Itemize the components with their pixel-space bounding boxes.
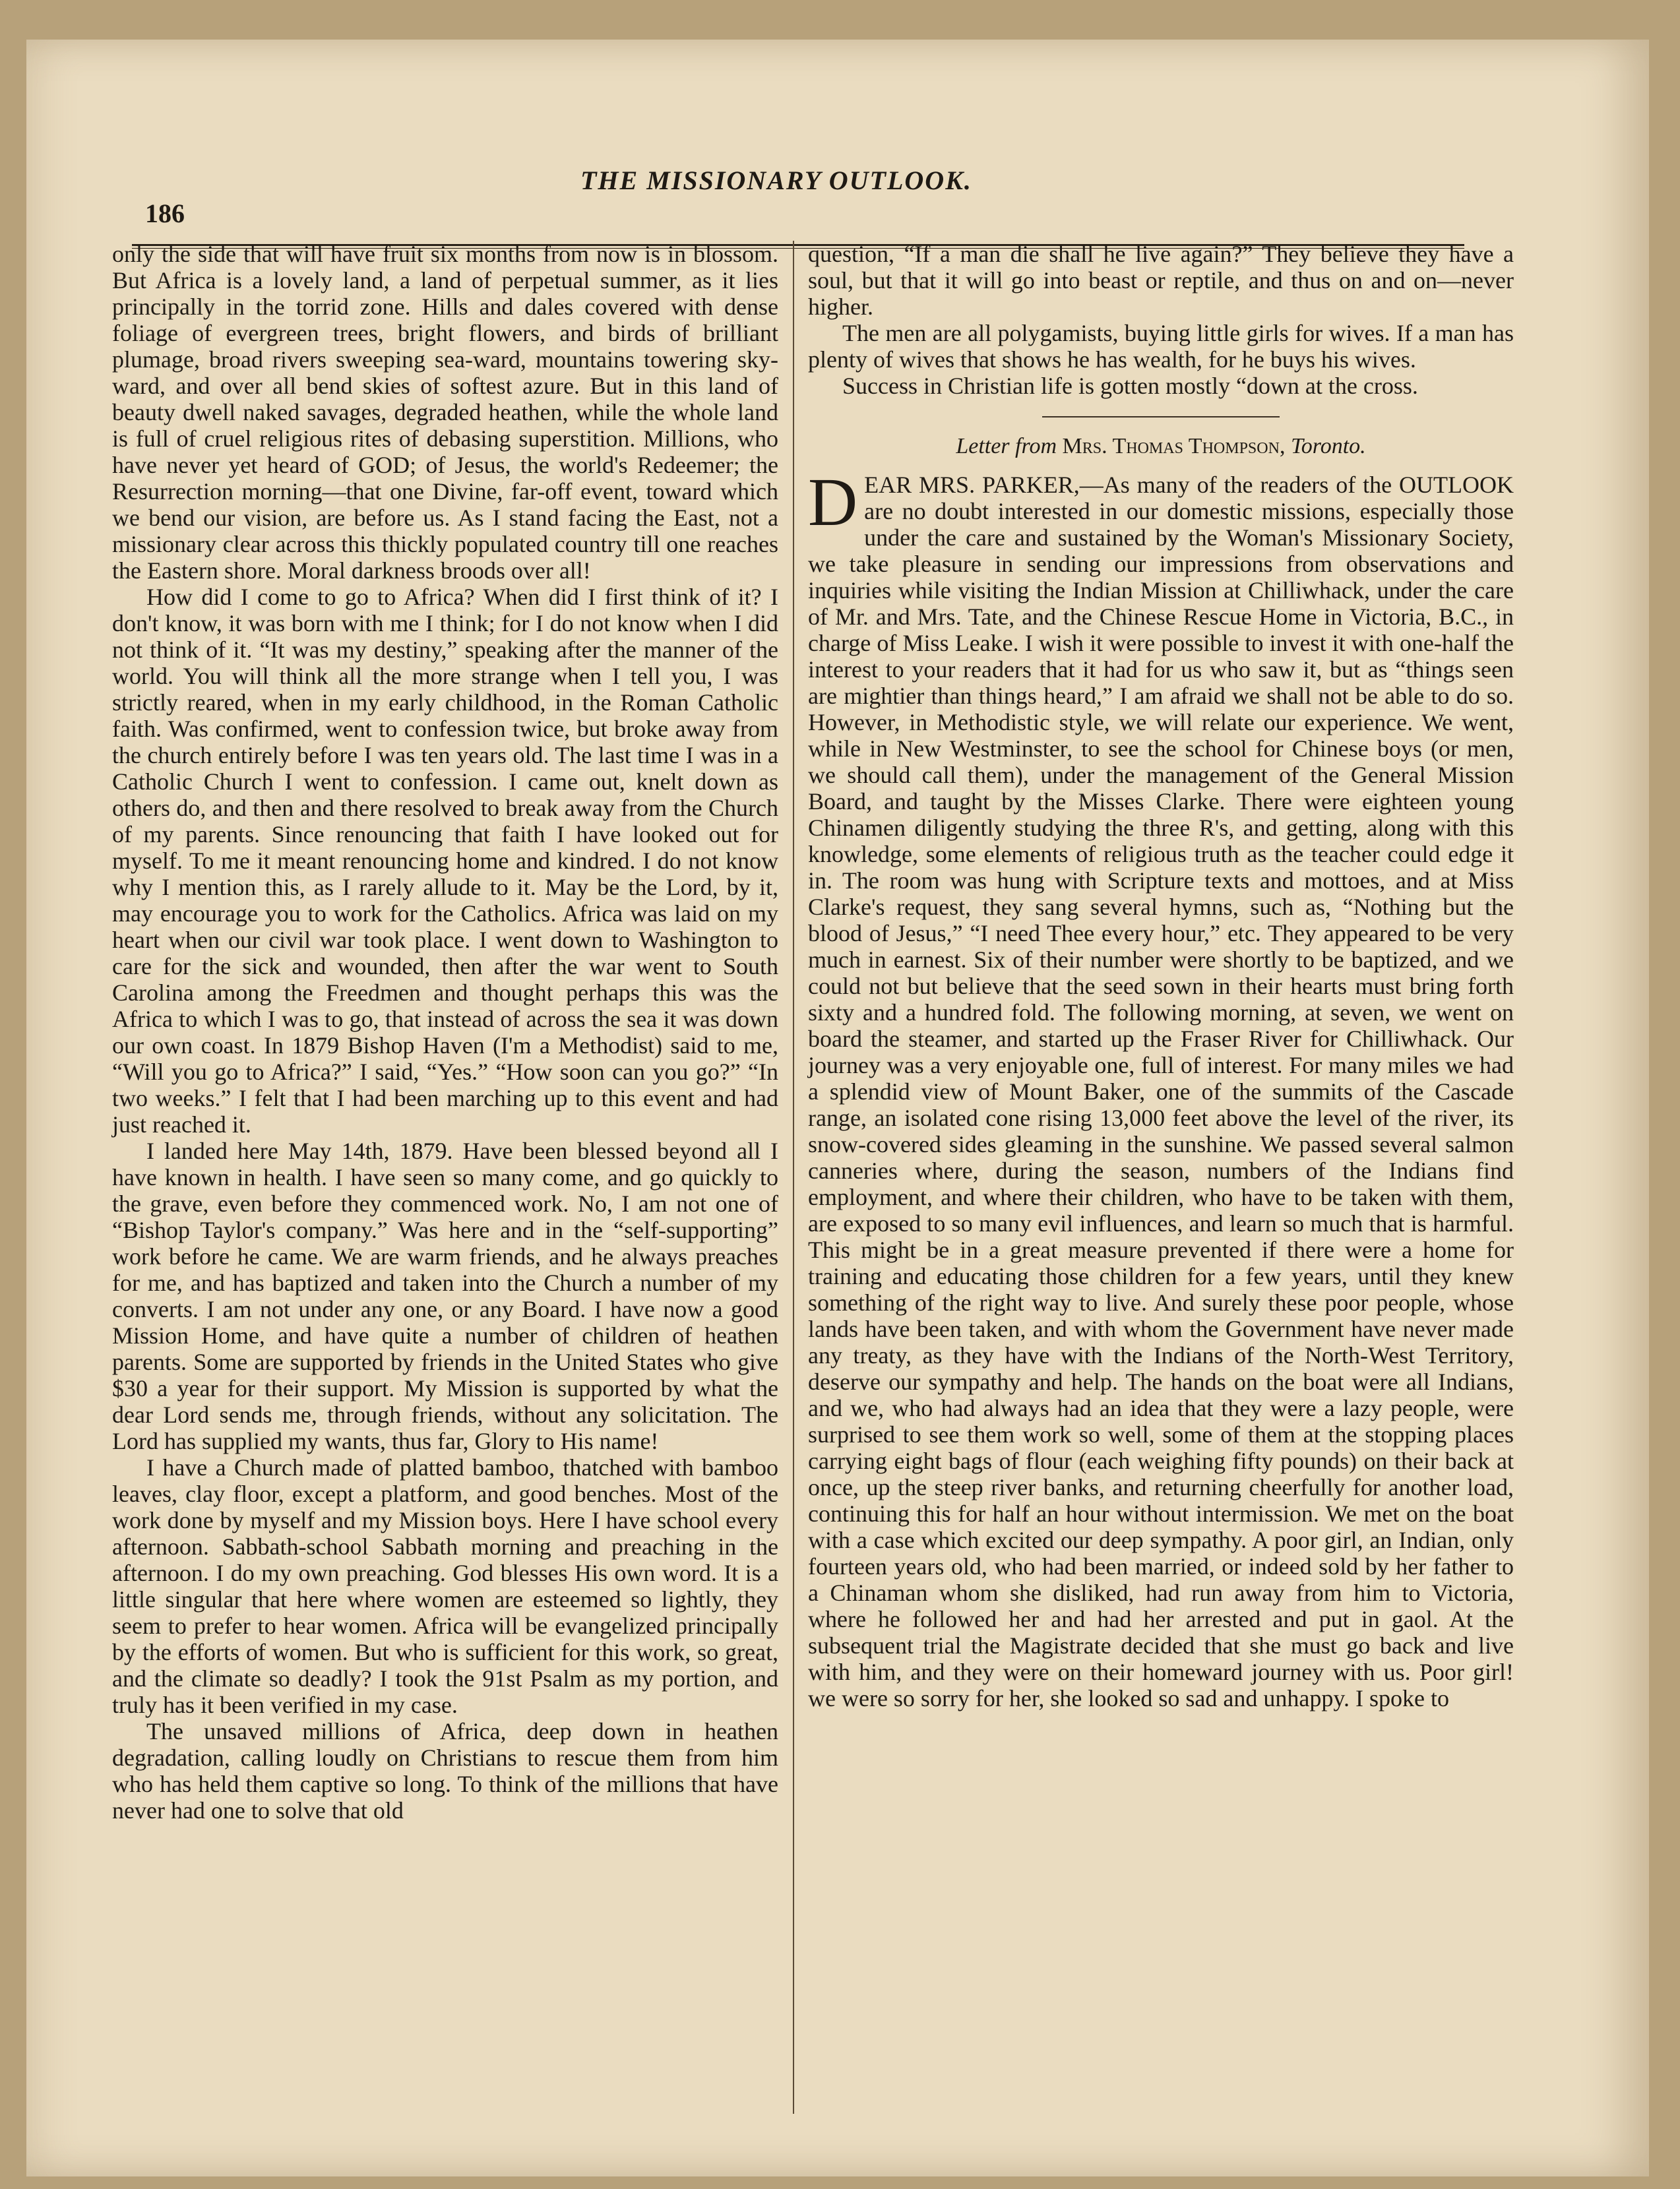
- letter-author: Mrs. Thomas Thompson,: [1062, 434, 1286, 458]
- paragraph: only the side that will have fruit six months from now is in blossom. But Africa is a lovely land, a land of perpetual summer, as it lies principally in the torrid zone. Hills and dales covered with dense foliage of evergreen trees, bright flowers, and birds of brilliant plumage, broad rivers sweeping sea-ward, mountains towering sky-ward, and over all bend skies of softest azure. But in this land of beauty dwell naked savages, degraded heathen, while the whole land is full of cruel religious rites of debasing superstition. Millions, who have never yet heard of GOD; of Jesus, the world's Redeemer; the Resurrection morning—that one Divine, far-off event, toward which we bend our vision, are before us. As I stand facing the East, not a missionary clear across this thickly populated country till one reaches the Eastern shore. Moral darkness broods over all!: [112, 241, 778, 584]
- left-column: [112, 241, 778, 2087]
- section-separator: [1042, 416, 1280, 417]
- paragraph: How did I come to go to Africa? When did I first think of it? I don't know, it was born with me I think; for I do not know when I did not think of it. “It was my destiny,” speaking after the manner of the world. You will think all the more strange when I tell you, I was strictly reared, when in my early childhood, in the Roman Catholic faith. Was confirmed, went to confession twice, but broke away from the church entirely before I was ten years old. The last time I was in a Catholic Church I went to confession. I came out, knelt down as others do, and then and there resolved to break away from the Church of my parents. Since renouncing that faith I have looked out for myself. To me it meant renouncing home and kindred. I do not know why I mention this, as I rarely allude to it. May be the Lord, by it, may encourage you to work for the Catholics. Africa was laid on my heart when our civil war took place. I went down to Washington to care for the sick and wounded, then after the war went to South Carolina among the Freedmen and thought perhaps this was the Africa to which I was to go, that instead of across the sea it was down our own coast. In 1879 Bishop Haven (I'm a Methodist) said to me, “Will you go to Africa?” I said, “Yes.” “How soon can you go?” “In two weeks.” I felt that I had been marching up to this event and had just reached it.: [112, 584, 778, 1138]
- paragraph: I have a Church made of platted bamboo, thatched with bamboo leaves, clay floor, except a platform, and good benches. Most of the work done by myself and my Mission boys. Here I have school every afternoon. Sabbath-school Sabbath morning and preaching in the afternoon. I do my own preaching. God blesses His own word. It is a little singular that here where women are esteemed so lightly, they seem to prefer to hear women. Africa will be evangelized principally by the efforts of women. But who is sufficient for this work, so great, and the climate so deadly? I took the 91st Psalm as my portion, and truly has it been verified in my case.: [112, 1454, 778, 1718]
- letter-heading-prefix: Letter from: [956, 434, 1057, 458]
- paragraph: The unsaved millions of Africa, deep down in heathen degradation, calling loudly on Christians to rescue them from him who has held them captive so long. To think of the millions that have never had one to solve that old: [112, 1718, 778, 1824]
- letter-text: —As many of the readers of the OUTLOOK are no doubt interested in our domestic missions, especially those under the care and sustained by the Woman's Missionary Society, we take pleasure in sending our impressions from observations and inquiries while visiting the Indian Mission at Chilliwhack, under the care of Mr. and Mrs. Tate, and the Chinese Rescue Home in Victoria, B.C., in charge of Miss Leake. I wish it were possible to invest it with one-half the interest to your readers that it had for us who saw it, but as “things seen are mightier than things heard,” I am afraid we shall not be able to do so. However, in Methodistic style, we will relate our experience. We went, while in New Westminster, to see the school for Chinese boys (or men, we should call them), under the management of the General Mission Board, and taught by the Misses Clarke. There were eighteen young Chinamen diligently studying the three R's, and getting, along with this knowledge, some elements of religious truth as the teacher could edge it in. The room was hung with Scripture texts and mottoes, and at Miss Clarke's request, they sang several hymns, such as, “Nothing but the blood of Jesus,” “I need Thee every hour,” etc. They appeared to be very much in earnest. Six of their number were shortly to be baptized, and we could not but believe that the seed sown in their hearts must bring forth sixty and a hundred fold. The following morning, at seven, we went on board the steamer, and started up the Fraser River for Chilliwhack. Our journey was a very enjoyable one, full of interest. For many miles we had a splendid view of Mount Baker, one of the summits of the Cascade range, an isolated cone rising 13,000 feet above the level of the river, its snow-covered sides gleaming in the sunshine. We passed several salmon canneries where, during the season, numbers of the Indians find employment, and where their children, who have to be taken with them, are exposed to so many evil influences, and learn so much that is harmful. This might be in a great measure prevented if there were a home for training and educating those children for a few years, until they knew something of the right way to live. And surely these poor people, whose lands have been taken, and with whom the Government have never made any treaty, as they have with the Indians of the North-West Territory, deserve our sympathy and help. The hands on the boat were all Indians, and we, who had always had an idea that they were a lazy people, were surprised to see them work so well, some of them at the stopping places carrying eight bags of flour (each weighing fifty pounds) on their back at once, up the steep river banks, and returning cheerfully for another load, continuing this for half an hour without intermission. We met on the boat with a case which excited our deep sympathy. A poor girl, an Indian, only fourteen years old, who had been married, or indeed sold by her father to a Chinaman whom she disliked, had run away from him to Victoria, where he followed her and had her arrested and put in gaol. At the subsequent trial the Magistrate decided that she must go back and live with him, and they were on their homeward journey with us. Poor girl! we were so sorry for her, she looked so sad and unhappy. I spoke to: [808, 472, 1514, 1711]
- right-column: [808, 241, 1514, 2120]
- letter-place: Toronto.: [1290, 434, 1366, 458]
- magazine-page: [26, 40, 1649, 2176]
- paragraph: The men are all polygamists, buying little girls for wives. If a man has plenty of wives that shows he has wealth, for he buys his wives.: [808, 320, 1514, 373]
- page-header: [106, 119, 1458, 228]
- letter-body: [808, 464, 1514, 1711]
- column-rule: [793, 241, 794, 2114]
- paragraph: I landed here May 14th, 1879. Have been blessed beyond all I have known in health. I have seen so many come, and go quickly to the grave, even before they commenced work. No, I am not one of “Bishop Taylor's company.” Was here and in the “self-supporting” work before he came. We are warm friends, and he always preaches for me, and has baptized and taken into the Church a number of my converts. I am not under any one, or any Board. I have now a good Mission Home, and have quite a number of children of heathen parents. Some are supported by friends in the United States who give $30 a year for their support. My Mission is supported by what the dear Lord sends me, through friends, without any solicitation. The Lord has supplied my wants, thus far, Glory to His name!: [112, 1138, 778, 1454]
- letter-heading: [808, 433, 1514, 460]
- running-title: THE MISSIONARY OUTLOOK.: [580, 166, 972, 195]
- drop-cap: D: [808, 464, 858, 540]
- letter-salutation: EAR MRS. PARKER,: [864, 472, 1080, 498]
- paragraph: Success in Christian life is gotten mostly “down at the cross.: [842, 373, 1418, 399]
- paragraph: question, “If a man die shall he live again?” They believe they have a soul, but that it will go into beast or reptile, and thus on and on—never higher.: [808, 241, 1514, 320]
- page-number: 186: [145, 199, 185, 228]
